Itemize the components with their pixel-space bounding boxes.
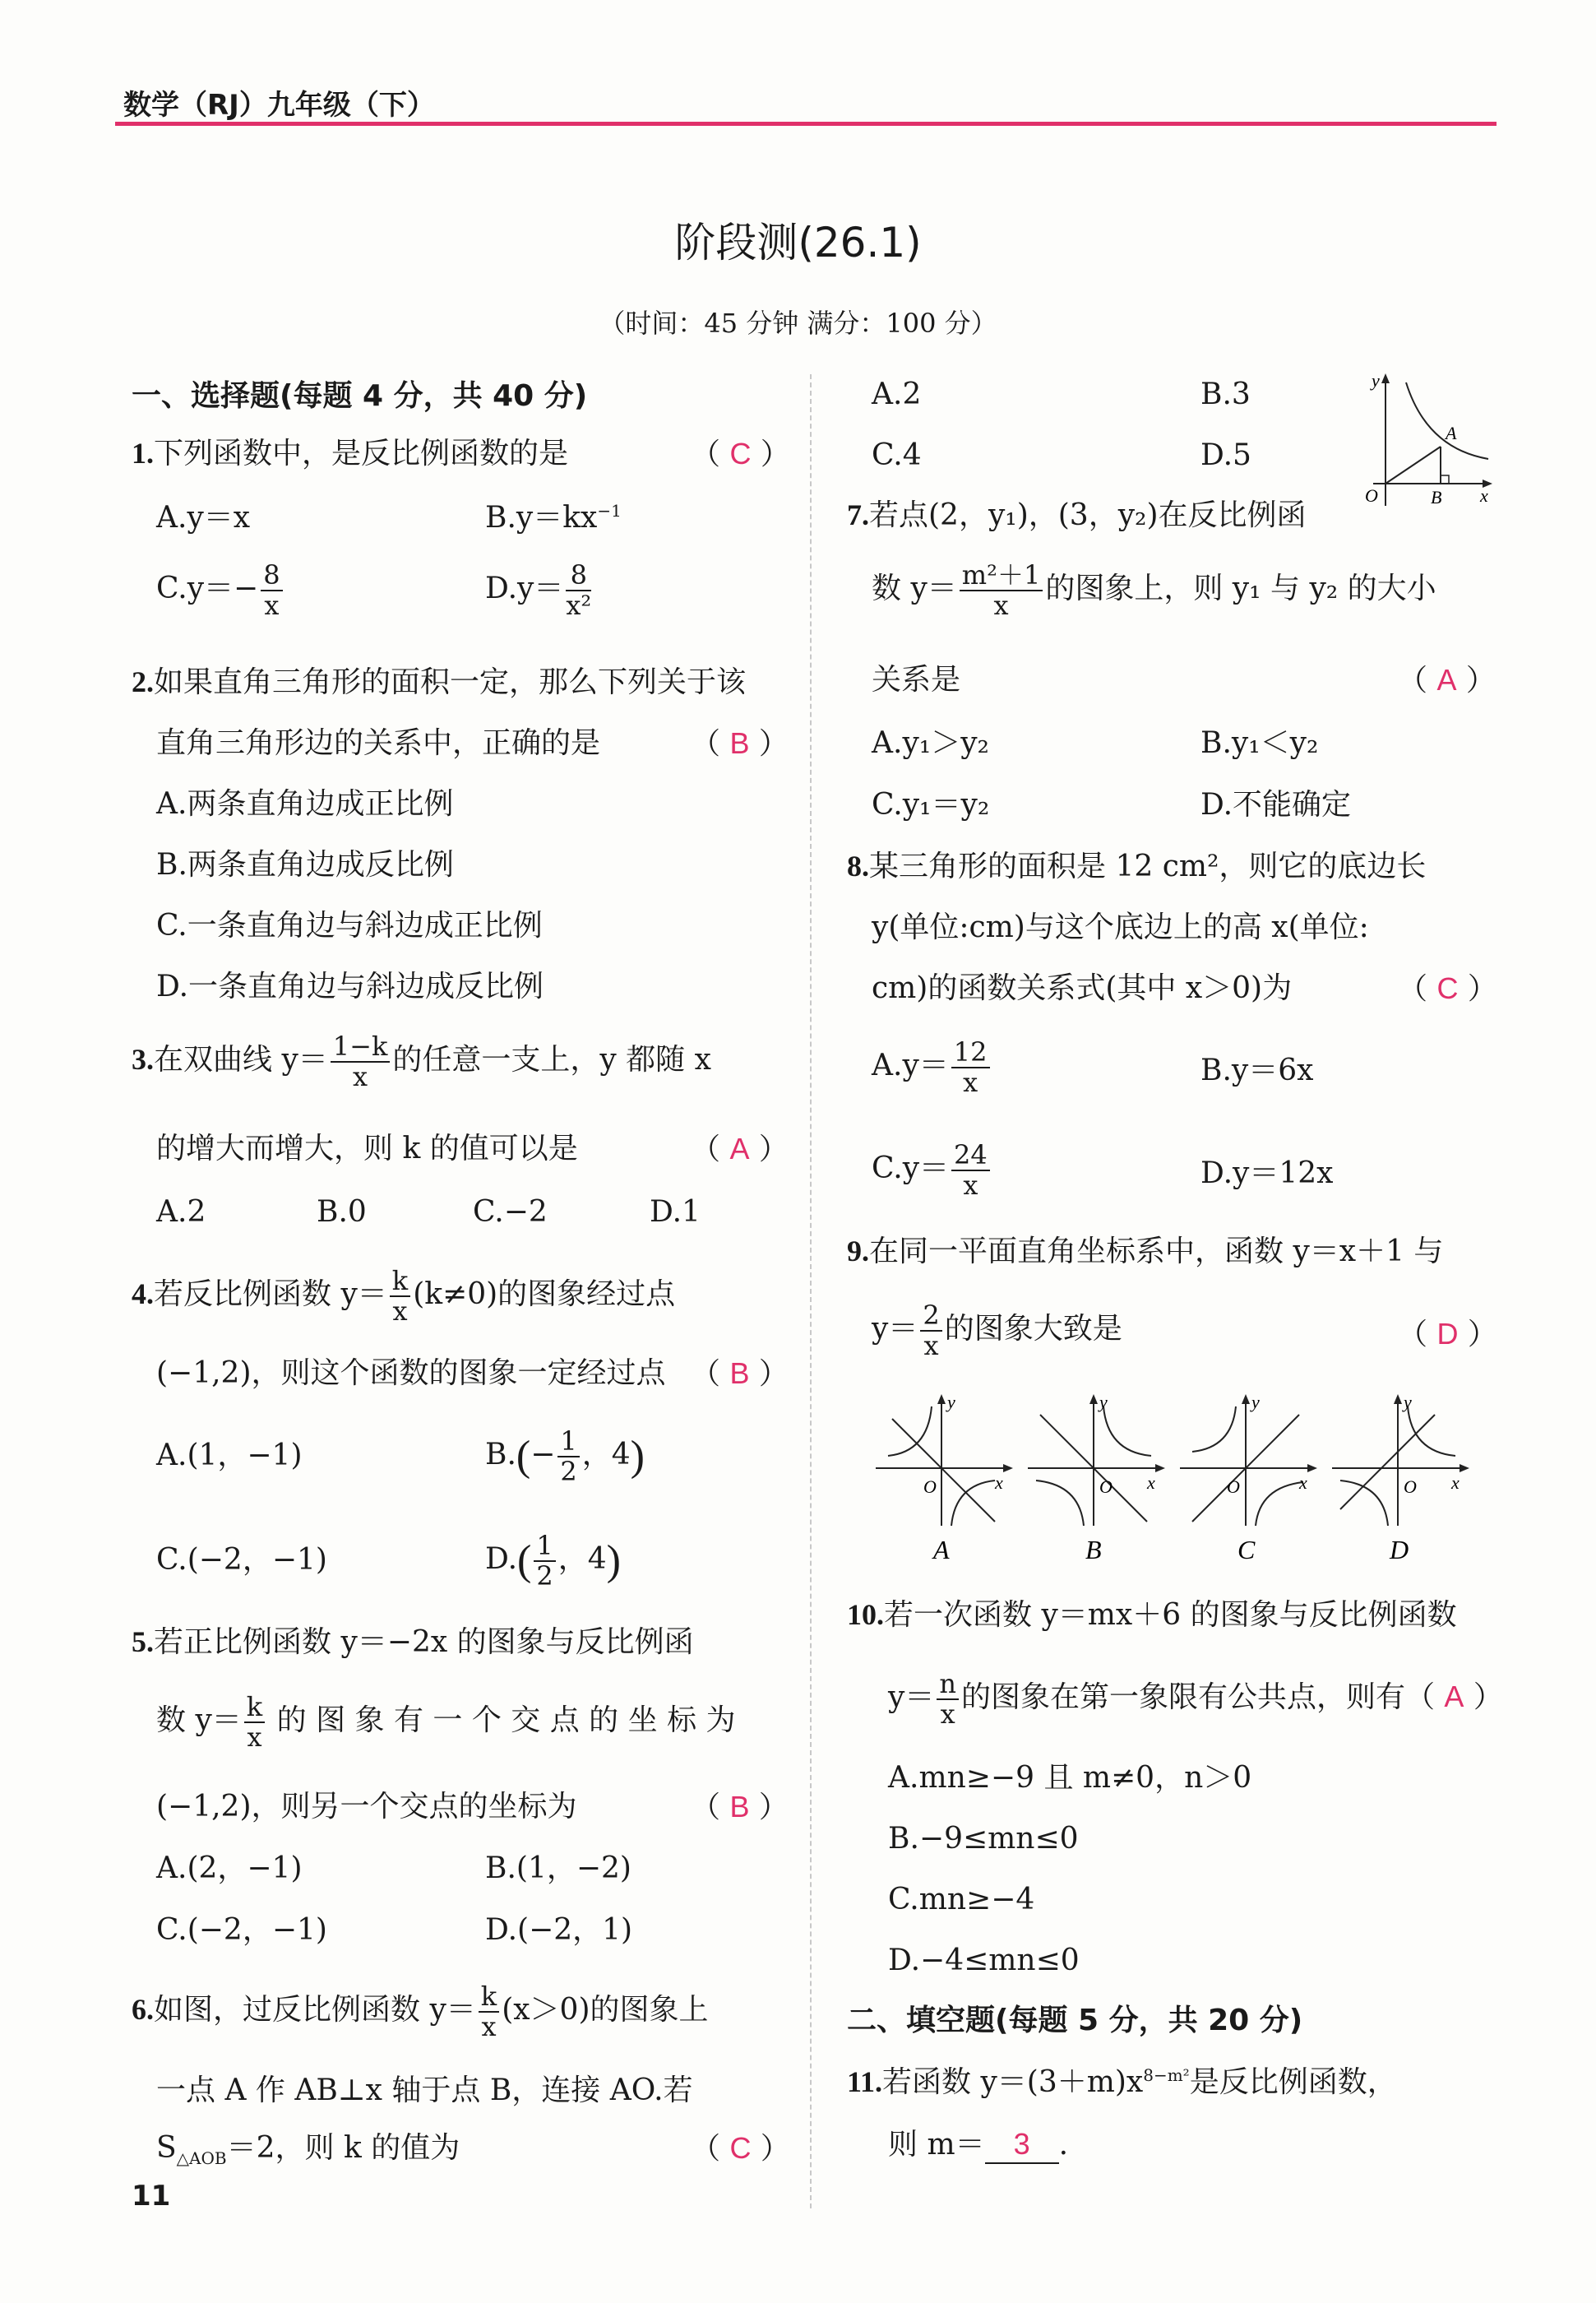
- q2-stem-line2: 直角三角形边的关系中，正确的是: [156, 726, 601, 760]
- q6-label-x: x: [1480, 485, 1488, 506]
- q6-label-y: y: [1372, 370, 1380, 391]
- q6-label-b: B: [1431, 487, 1442, 507]
- q9-stem-line2: y＝ $\frac{2}{x}$ 的图象大致是: [872, 1300, 1122, 1362]
- q9-graph-c: [1180, 1392, 1317, 1564]
- q6-stem-line3: $S_{\triangle AOB}=2$，则 k 的值为: [156, 2131, 460, 2169]
- q9a-x-arrow: [1003, 1464, 1013, 1472]
- q10-option-c: C.mn≥−4: [888, 1883, 1035, 1916]
- q9a-branch-1: [888, 1406, 932, 1456]
- q8-stem-line2: y(单位:cm)与这个底边上的高 x(单位:: [872, 911, 1369, 944]
- q8-answer: （ C ）: [1398, 971, 1497, 1006]
- test-subtitle: （时间：45 分钟 满分：100 分）: [599, 308, 997, 339]
- q10-stem-line1: 10.若一次函数 y＝mx＋6 的图象与反比例函数: [847, 1598, 1457, 1632]
- q2-option-b: B.两条直角边成反比例: [156, 848, 454, 882]
- q3-answer: （ A ）: [691, 1132, 789, 1166]
- q5-option-c: C.(−2，−1): [156, 1913, 327, 1947]
- q9c-branch-2: [1256, 1482, 1303, 1526]
- q9b-label-x: x: [1147, 1472, 1155, 1493]
- q9-stem-line1: 9.在同一平面直角坐标系中，函数 y＝x＋1 与: [847, 1235, 1444, 1268]
- q4-answer: （ B ）: [691, 1356, 789, 1391]
- q1-option-b: $B.y=kx^{-1}$: [485, 501, 622, 535]
- q9d-label-o: O: [1404, 1476, 1417, 1497]
- q4-option-c: C.(−2，−1): [156, 1543, 327, 1577]
- q2-answer: （ B ）: [691, 726, 789, 761]
- q9b-branch-1: [1103, 1406, 1151, 1456]
- q3-option-c: C.−2: [473, 1195, 548, 1229]
- q8-option-a: A.y＝ $\frac{12}{x}$: [872, 1038, 992, 1097]
- q7-stem-line1: 7.若点(2，y₁)，(3，y₂)在反比例函: [847, 498, 1307, 532]
- q6-right-angle: [1441, 475, 1449, 484]
- q3-stem-line2: 的增大而增大，则 k 的值可以是: [156, 1132, 578, 1165]
- q10-option-b: B.−9≤mn≤0: [888, 1822, 1079, 1856]
- q9c-x-arrow: [1307, 1464, 1317, 1472]
- q9c-label-o: O: [1227, 1476, 1240, 1497]
- q9a-branch-2: [951, 1480, 995, 1526]
- q9a-y-arrow: [937, 1394, 946, 1404]
- q11-stem-line2: 则 m＝ 3 .: [888, 2126, 1068, 2164]
- q9d-y-arrow: [1394, 1394, 1402, 1404]
- q5-option-d: D.(−2，1): [485, 1913, 633, 1947]
- section-fill: 二、填空题(每题 5 分，共 20 分): [847, 2004, 1303, 2037]
- q2-option-a: A.两条直角边成正比例: [156, 787, 454, 821]
- q9c-label-x: x: [1299, 1472, 1307, 1493]
- q2-option-c: C.一条直角边与斜边成正比例: [156, 909, 543, 943]
- q9d-branch-1: [1408, 1406, 1455, 1456]
- q3-option-b: B.0: [317, 1195, 367, 1229]
- q5-option-b: B.(1，−2): [485, 1851, 631, 1885]
- page-number: 11: [132, 2180, 171, 2213]
- q6-label-a: A: [1446, 423, 1457, 443]
- q9c-label-y: y: [1251, 1392, 1260, 1412]
- q6-option-c: C.4: [872, 438, 922, 472]
- q9d-label-y: y: [1404, 1392, 1412, 1412]
- test-title: 阶段测(26.1): [674, 219, 922, 266]
- q7-stem-line3: 关系是: [872, 663, 961, 697]
- q6-option-d: D.5: [1200, 438, 1251, 472]
- q9b-x-arrow: [1155, 1464, 1165, 1472]
- q9b-branch-2: [1036, 1480, 1084, 1526]
- q6-y-arrow: [1381, 373, 1390, 383]
- q5-option-a: A.(2，−1): [156, 1851, 303, 1885]
- q10-option-d: D.−4≤mn≤0: [888, 1944, 1080, 1977]
- q3-option-d: D.1: [650, 1195, 701, 1229]
- q1-option-d: D.y＝ $\frac{8}{\text{x²}}$: [485, 559, 592, 622]
- section-choice: 一、选择题(每题 4 分，共 40 分): [132, 379, 588, 413]
- q5-answer: （ B ）: [691, 1790, 789, 1824]
- q4-stem-line2: (−1,2)，则这个函数的图象一定经过点: [156, 1356, 666, 1390]
- q7-option-c: C.y₁＝y₂: [872, 788, 990, 822]
- q8-stem-line1: 8.某三角形的面积是 12 cm²，则它的底边长: [847, 850, 1427, 883]
- q6-hyperbola: [1406, 382, 1488, 459]
- q6-option-a: A.2: [872, 378, 922, 411]
- q7-option-d: D.不能确定: [1200, 788, 1352, 822]
- q9-graph-b: [1028, 1392, 1165, 1564]
- q2-option-d: D.一条直角边与斜边成反比例: [156, 970, 544, 1003]
- q9a-label-o: O: [923, 1476, 937, 1497]
- q4-option-b: B.(− $\frac{1}{2}$ ，4): [485, 1425, 645, 1488]
- q9-label-d: D: [1390, 1535, 1409, 1564]
- q9b-label-o: O: [1099, 1476, 1113, 1497]
- q8-option-b: B.y＝6x: [1200, 1054, 1314, 1087]
- q9-graphs: [863, 1390, 1488, 1571]
- q9-label-a: A: [933, 1535, 950, 1564]
- q3-stem-line1: 3.在双曲线 y＝ $\frac{1-k}{x}$ 的任意一支上，y 都随 x: [132, 1031, 711, 1093]
- q9b-y-arrow: [1089, 1394, 1098, 1404]
- q6-stem-line1: 6.如图，过反比例函数 y＝ $\frac{k}{x}$ (x＞0)的图象上: [132, 1981, 709, 2043]
- q6-label-o: O: [1365, 485, 1378, 506]
- q5-stem-line2: 数 y＝ $\frac{k}{x}$ 的 图 象 有 一 个 交 点 的 坐 标 为: [156, 1691, 736, 1754]
- q2-stem-line1: 2.如果直角三角形的面积一定，那么下列关于该: [132, 665, 747, 699]
- q6-answer: （ C ）: [691, 2131, 790, 2166]
- q9-label-b: B: [1085, 1535, 1102, 1564]
- q7-stem-line2: 数 y＝ $\frac{\text{m²＋1}}{x}$ 的图象上，则 y₁ 与 y₂ 的大小: [872, 559, 1436, 622]
- q6-segment-ao: [1386, 447, 1441, 484]
- q6-stem-line2: 一点 A 作 AB⊥x 轴于点 B，连接 AO.若: [156, 2074, 693, 2107]
- q9c-y-arrow: [1242, 1394, 1250, 1404]
- q5-stem-line1: 5.若正比例函数 y＝−2x 的图象与反比例函: [132, 1625, 694, 1659]
- q10-stem-line2: y＝ $\frac{n}{x}$ 的图象在第一象限有公共点，则有（ A ）: [888, 1668, 1503, 1731]
- q1-option-c: C.y＝− $\frac{8}{x}$: [156, 561, 285, 620]
- q3-option-a: A.2: [156, 1195, 206, 1229]
- q9a-line: [892, 1419, 995, 1522]
- q9d-x-arrow: [1460, 1464, 1469, 1472]
- q4-option-a: A.(1，−1): [156, 1439, 303, 1472]
- q11-stem-line1: 11.若函数 $y=(3+m)x^{8-m^2}$是反比例函数，: [847, 2065, 1397, 2099]
- q7-option-b: B.y₁＜y₂: [1200, 726, 1319, 760]
- q5-stem-line3: (−1,2)，则另一个交点的坐标为: [156, 1790, 577, 1823]
- q9b-label-y: y: [1099, 1392, 1108, 1412]
- q6-option-b: B.3: [1200, 378, 1251, 411]
- q1-stem: 1.下列函数中，是反比例函数的是: [132, 437, 569, 470]
- q1-option-a: A.y＝x: [156, 501, 251, 535]
- q1-answer: （ C ）: [691, 437, 790, 471]
- q9a-label-x: x: [995, 1472, 1003, 1493]
- q7-answer: （ A ）: [1398, 663, 1496, 697]
- q9-graph-a: [876, 1392, 1013, 1564]
- q8-option-d: D.y＝12x: [1200, 1156, 1334, 1190]
- q7-option-a: A.y₁＞y₂: [872, 726, 989, 760]
- q9a-label-y: y: [947, 1392, 955, 1412]
- q9-label-c: C: [1237, 1535, 1256, 1564]
- column-divider: [810, 374, 812, 2208]
- q9d-line: [1340, 1415, 1435, 1509]
- q8-option-c: C.y＝ $\frac{24}{x}$: [872, 1141, 992, 1200]
- header-rule: [115, 122, 1497, 126]
- q9d-label-x: x: [1451, 1472, 1460, 1493]
- q10-option-a: A.mn≥−9 且 m≠0，n＞0: [888, 1761, 1252, 1795]
- q6-figure: [1349, 370, 1497, 514]
- q8-stem-line3: cm)的函数关系式(其中 x＞0)为: [872, 971, 1293, 1005]
- header-title: 数学（RJ）九年级（下）: [123, 89, 435, 122]
- q9c-branch-1: [1192, 1406, 1236, 1452]
- q9-graph-d: [1332, 1392, 1469, 1564]
- q9-answer: （ D ）: [1398, 1317, 1497, 1351]
- q4-option-d: D.( $\frac{1}{2}$ ，4): [485, 1530, 621, 1592]
- q4-stem-line1: 4.若反比例函数 y＝ $\frac{k}{x}$ (k≠0)的图象经过点: [132, 1265, 676, 1328]
